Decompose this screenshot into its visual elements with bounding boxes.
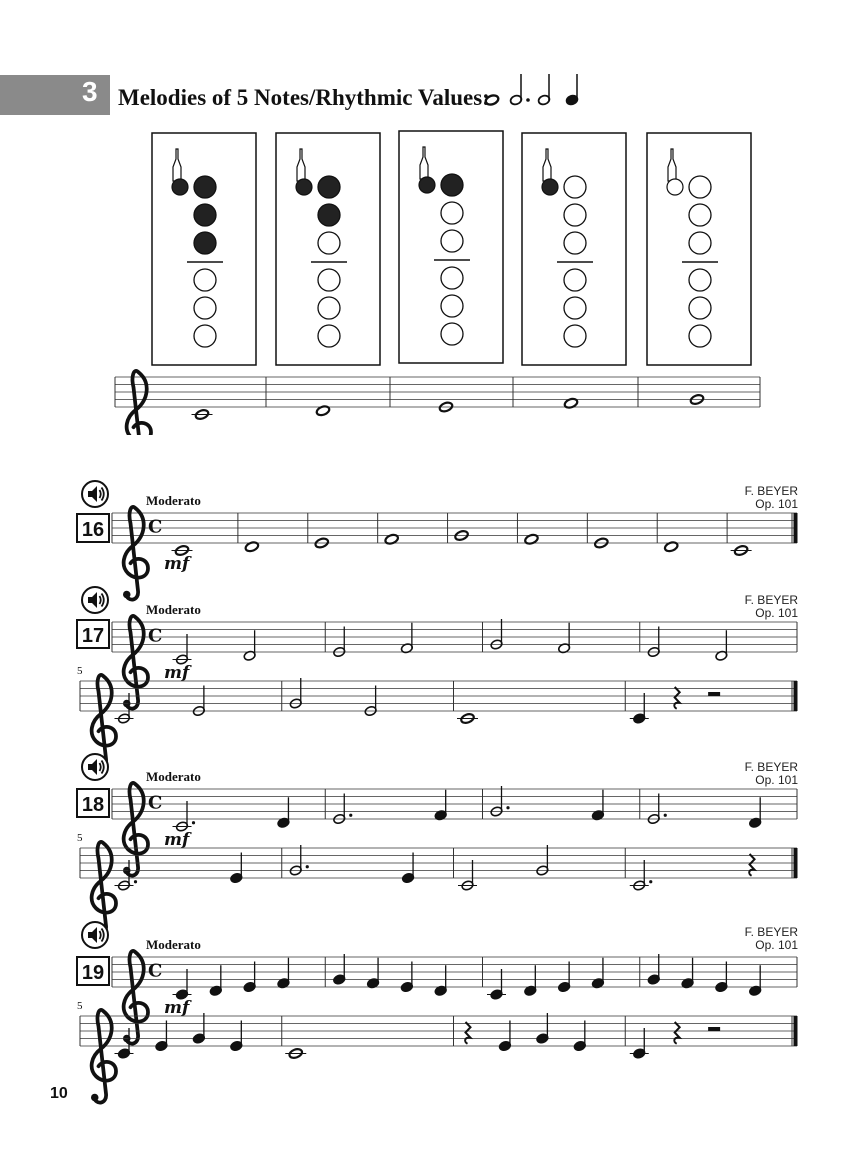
note-f-whole	[524, 533, 539, 545]
half-rest	[708, 1027, 720, 1031]
note-e-dotted-half	[333, 794, 353, 825]
finger-hole	[194, 204, 216, 226]
time-signature: C	[148, 625, 163, 647]
note-d-quarter	[524, 965, 537, 996]
note-e-quarter	[230, 1021, 243, 1052]
fingering-chart-panel	[110, 125, 770, 435]
page-number: 10	[50, 1085, 68, 1102]
finger-hole	[194, 325, 216, 347]
half-rest	[708, 692, 720, 696]
finger-hole	[318, 297, 340, 319]
note-d-quarter	[434, 965, 447, 996]
dynamic-marking: mf	[164, 663, 190, 683]
note-f-quarter	[591, 958, 604, 989]
dotted-half-note-icon	[509, 74, 529, 106]
speaker-icon[interactable]	[80, 920, 110, 950]
composer-name: F. BEYER	[744, 925, 798, 939]
finger-hole	[689, 204, 711, 226]
finger-hole	[564, 176, 586, 198]
note-g-dotted-half	[490, 786, 510, 817]
whole-note-icon	[484, 94, 499, 106]
speaker-icon[interactable]	[80, 585, 110, 615]
note-g-half	[490, 619, 503, 650]
note-e-half	[647, 627, 660, 658]
time-signature: C	[148, 792, 163, 814]
time-signature: C	[148, 960, 163, 982]
note-c-quarter	[117, 1028, 130, 1059]
note-g-half	[289, 678, 302, 709]
note-g-quarter	[333, 954, 346, 985]
composer-name: F. BEYER	[744, 484, 798, 498]
note-d-half	[243, 630, 256, 661]
tempo-marking: Moderato	[146, 769, 201, 784]
finger-hole	[689, 232, 711, 254]
note-e-quarter	[402, 853, 415, 884]
exercise-18-staff	[0, 752, 864, 902]
finger-hole	[194, 176, 216, 198]
finger-hole	[194, 269, 216, 291]
finger-hole	[441, 267, 463, 289]
finger-hole	[689, 297, 711, 319]
note-c-quarter	[490, 969, 503, 1000]
exercise-17-staff	[0, 585, 864, 735]
section-number: 3	[82, 76, 98, 107]
finger-hole	[564, 232, 586, 254]
note-d-half	[715, 630, 728, 661]
quarter-rest	[674, 687, 679, 709]
note-e-quarter	[155, 1021, 168, 1052]
note-d-quarter	[749, 797, 762, 828]
note-d-quarter	[277, 797, 290, 828]
note-c-dotted-half	[633, 860, 653, 891]
finger-hole	[689, 325, 711, 347]
dynamic-marking: mf	[164, 830, 190, 850]
treble-clef-icon	[126, 371, 151, 435]
note-f-quarter	[591, 790, 604, 821]
thumb-hole	[542, 179, 558, 195]
note-e-dotted-half	[647, 794, 667, 825]
note-g-quarter	[192, 1013, 205, 1044]
speaker-icon[interactable]	[80, 479, 110, 509]
note-c-quarter	[633, 1028, 646, 1059]
thumb-hole	[172, 179, 188, 195]
dynamic-marking: mf	[164, 554, 190, 574]
speaker-icon[interactable]	[80, 752, 110, 782]
note-c-half	[117, 693, 130, 724]
note-f-quarter	[681, 958, 694, 989]
note-e-half	[192, 686, 205, 717]
composer-credit	[745, 485, 798, 511]
note-e-quarter	[715, 962, 728, 993]
finger-hole	[318, 232, 340, 254]
exercise-16	[0, 475, 864, 590]
time-signature: C	[148, 516, 163, 538]
note-d-whole	[664, 541, 679, 553]
exercise-18	[0, 752, 864, 902]
note-f-quarter	[434, 790, 447, 821]
finger-hole	[441, 202, 463, 224]
opus-number: Op. 101	[755, 938, 798, 952]
composer-name: F. BEYER	[744, 760, 798, 774]
note-e-quarter	[243, 962, 256, 993]
thumb-hole	[667, 179, 683, 195]
note-e-quarter	[400, 962, 413, 993]
fingering-chart	[647, 133, 751, 365]
tempo-marking: Moderato	[146, 493, 201, 508]
note-e-quarter	[573, 1021, 586, 1052]
note-d-quarter	[749, 965, 762, 996]
note-e-quarter	[230, 853, 243, 884]
fingering-chart	[276, 133, 380, 365]
page-title: Melodies of 5 Notes/Rhythmic Values:	[118, 85, 490, 110]
finger-hole	[564, 204, 586, 226]
note-d-quarter	[209, 965, 222, 996]
dynamic-marking: mf	[164, 998, 190, 1018]
finger-hole	[441, 323, 463, 345]
measure-number: 5	[77, 1000, 83, 1012]
composer-credit	[745, 761, 798, 787]
exercise-16-staff	[0, 475, 864, 590]
tempo-marking: Moderato	[146, 937, 201, 952]
note-c-quarter	[175, 969, 188, 1000]
finger-hole	[318, 204, 340, 226]
finger-hole	[441, 174, 463, 196]
note-f-quarter	[367, 958, 380, 989]
note-c-half	[461, 860, 474, 891]
note-e-half	[333, 627, 346, 658]
measure-number: 5	[77, 832, 83, 844]
note-c-quarter	[633, 693, 646, 724]
fingering-chart	[152, 133, 256, 365]
exercise-19-staff	[0, 920, 864, 1070]
finger-hole	[318, 269, 340, 291]
composer-credit	[745, 594, 798, 620]
composer-name: F. BEYER	[744, 593, 798, 607]
tempo-marking: Moderato	[146, 602, 201, 617]
opus-number: Op. 101	[755, 606, 798, 620]
note-d-whole	[244, 541, 259, 553]
title-note-values	[484, 70, 594, 115]
note-f-quarter	[277, 958, 290, 989]
note-g-dotted-half	[289, 845, 309, 876]
opus-number: Op. 101	[755, 773, 798, 787]
composer-credit	[745, 926, 798, 952]
half-note-icon	[537, 74, 550, 106]
note-g-quarter	[647, 954, 660, 985]
note-f-half	[400, 623, 413, 654]
quarter-note-icon	[565, 74, 578, 106]
exercise-19	[0, 920, 864, 1070]
finger-hole	[689, 176, 711, 198]
note-e-quarter	[498, 1021, 511, 1052]
exercise-number: 17	[76, 619, 110, 649]
finger-hole	[564, 325, 586, 347]
quarter-rest	[674, 1022, 679, 1044]
note-c-dotted-half	[175, 801, 195, 832]
note-c-half	[175, 634, 188, 665]
measure-number: 5	[77, 665, 83, 677]
thumb-hole	[419, 177, 435, 193]
note-f-half	[558, 623, 571, 654]
note-e-half	[364, 686, 377, 717]
finger-hole	[194, 297, 216, 319]
note-e-quarter	[558, 962, 571, 993]
finger-hole	[194, 232, 216, 254]
note-f-whole	[384, 533, 399, 545]
finger-hole	[564, 297, 586, 319]
quarter-rest	[465, 1022, 470, 1044]
exercise-17	[0, 585, 864, 735]
fingering-chart	[522, 133, 626, 365]
exercise-number: 16	[76, 513, 110, 543]
finger-hole	[564, 269, 586, 291]
exercise-number: 18	[76, 788, 110, 818]
note-f-whole	[564, 397, 579, 409]
finger-hole	[318, 325, 340, 347]
fingering-chart	[399, 131, 503, 363]
note-d-whole	[316, 405, 331, 417]
quarter-rest	[749, 854, 754, 876]
opus-number: Op. 101	[755, 497, 798, 511]
finger-hole	[689, 269, 711, 291]
exercise-number: 19	[76, 956, 110, 986]
finger-hole	[441, 295, 463, 317]
thumb-hole	[296, 179, 312, 195]
note-g-quarter	[536, 1013, 549, 1044]
note-g-half	[536, 845, 549, 876]
finger-hole	[318, 176, 340, 198]
finger-hole	[441, 230, 463, 252]
